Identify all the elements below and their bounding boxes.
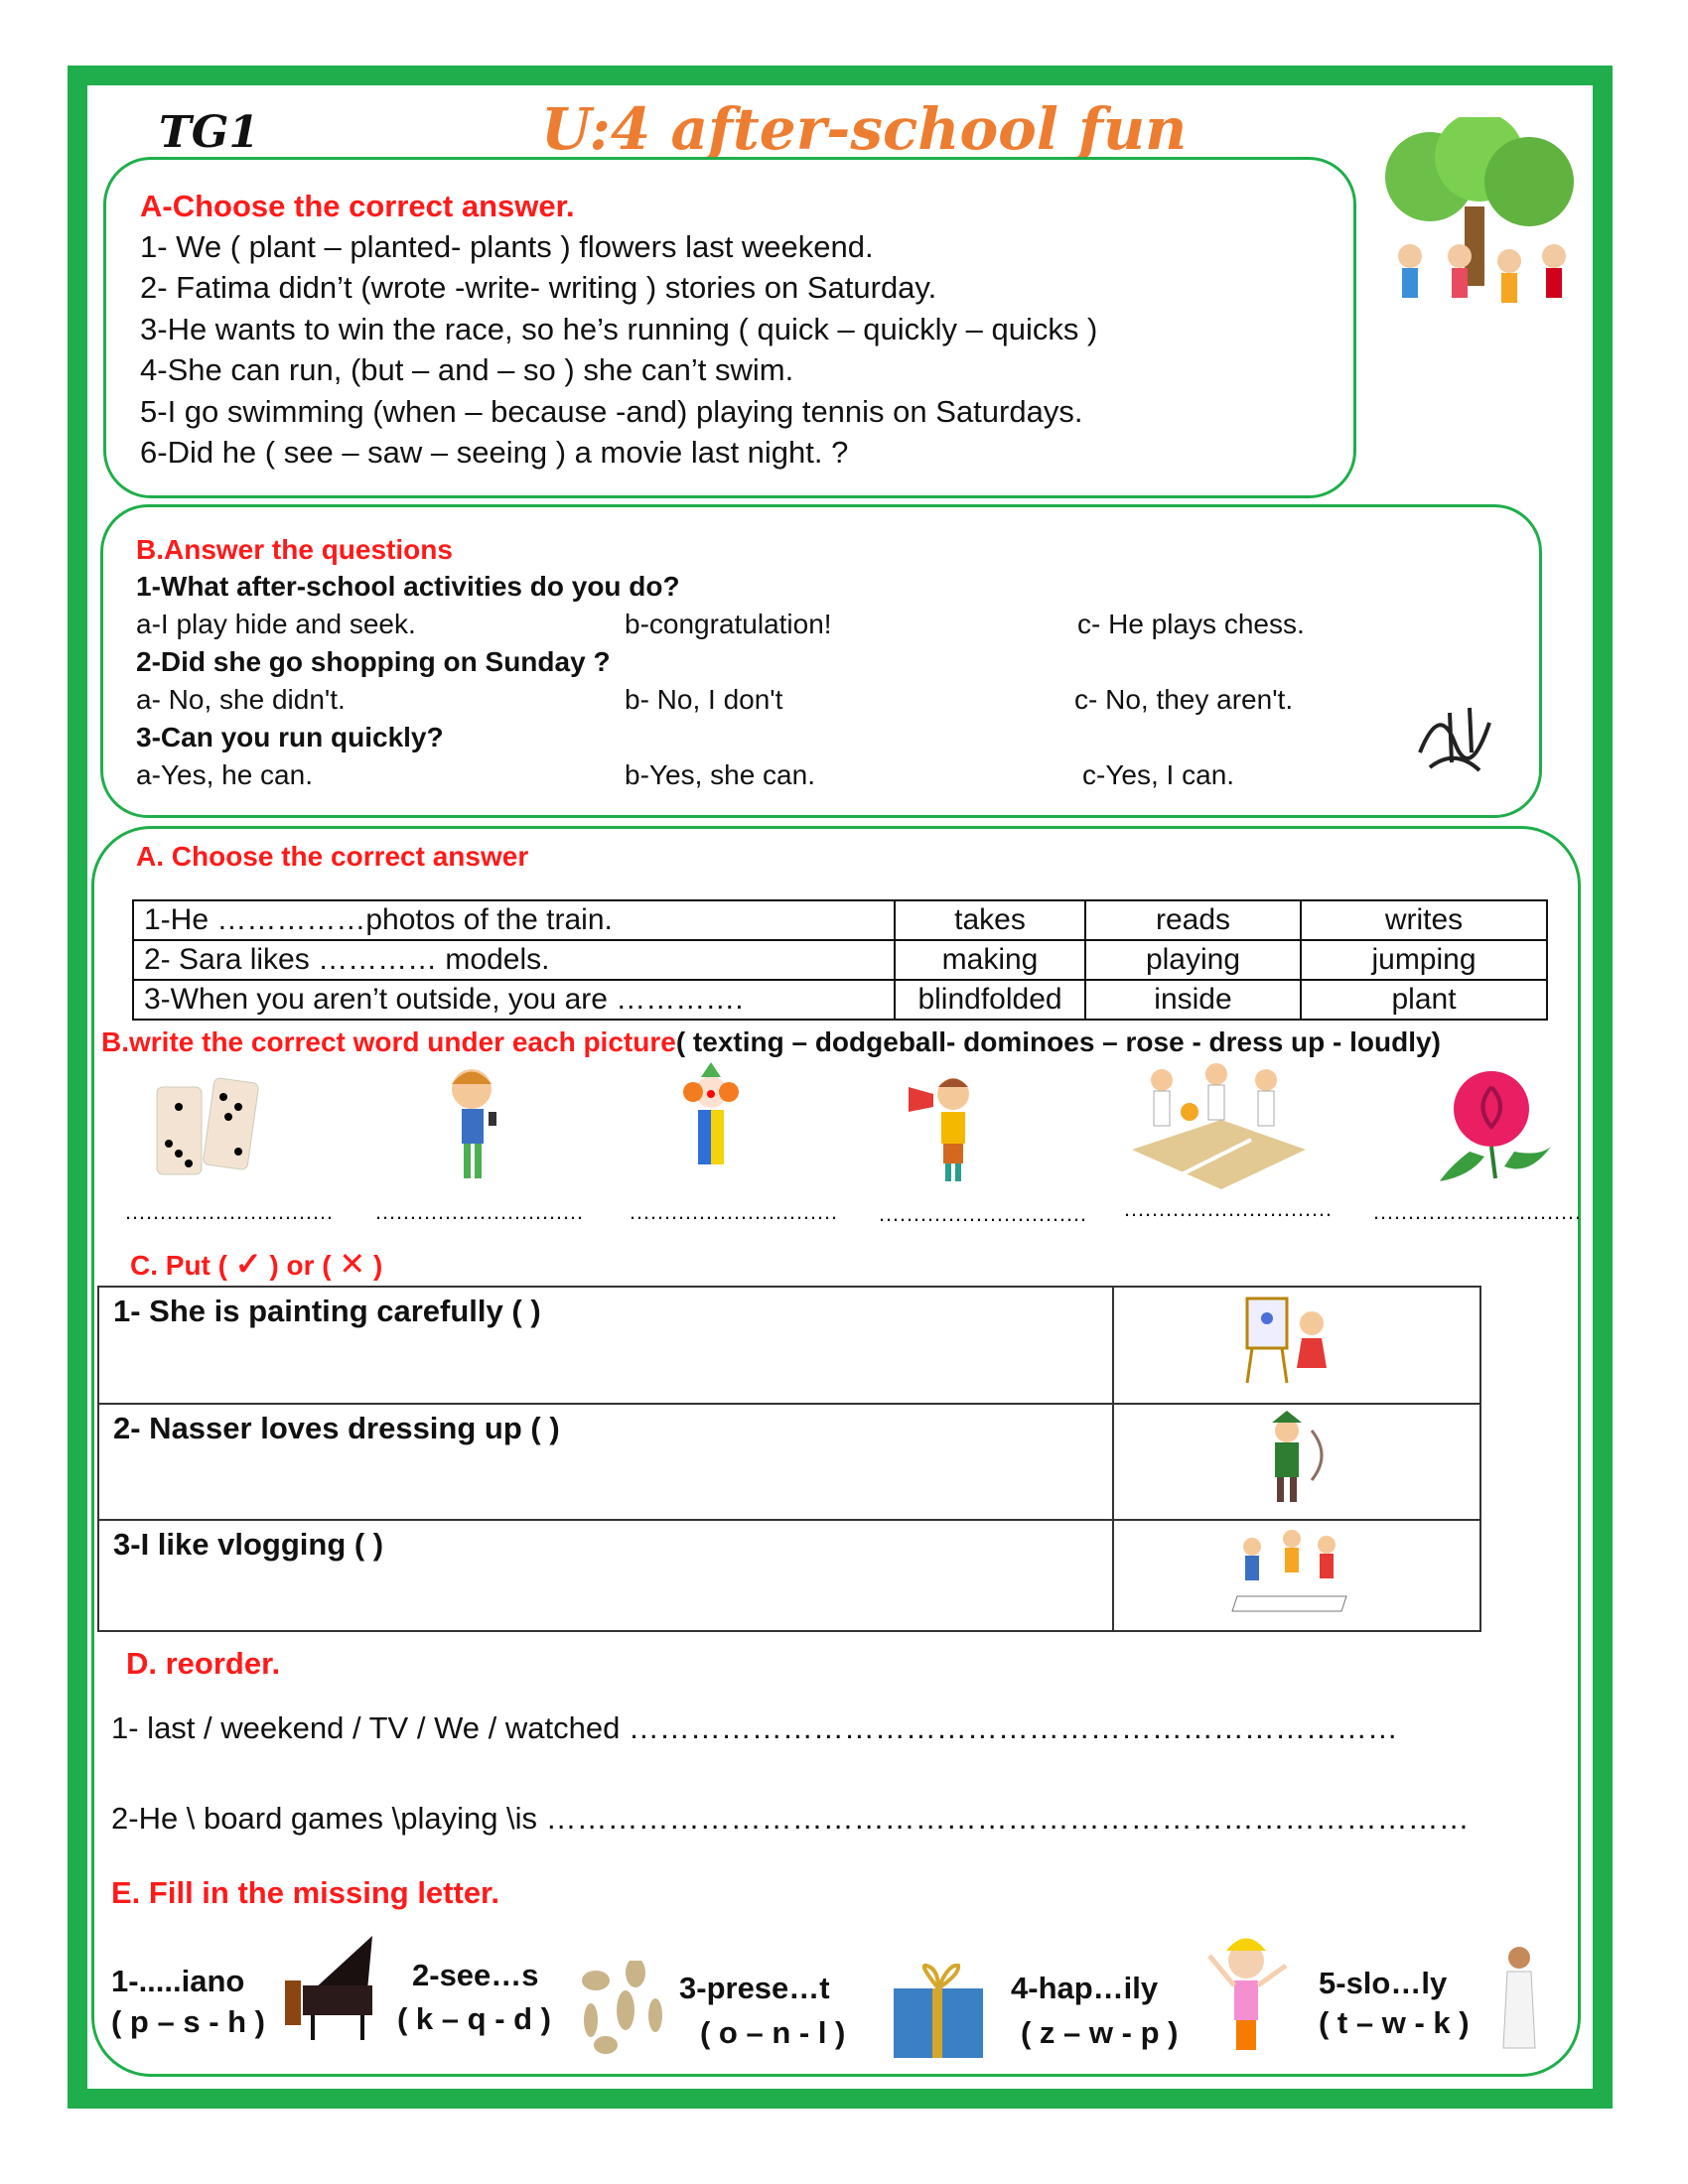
rose-picture: [1430, 1067, 1554, 1181]
question: 1-What after-school activities do you do?: [136, 571, 680, 602]
page-title: U:4 after-school fun: [541, 95, 1188, 163]
option: writes: [1301, 900, 1547, 940]
option-b: b-congratulation!: [625, 609, 832, 639]
question-item: 3-He wants to win the race, so he’s running ( quick – quickly – quicks ): [140, 312, 1098, 346]
check-icon: ✓: [234, 1246, 262, 1282]
question: 2-Did she go shopping on Sunday ?: [136, 646, 611, 677]
question-item: 1- We ( plant – planted- plants ) flowers last weekend.: [140, 229, 874, 264]
picture-cell: [1113, 1520, 1480, 1631]
option-a: a- No, she didn't.: [136, 684, 346, 715]
cross-icon: ✕: [339, 1246, 366, 1282]
kids-hopscotch-picture: [1227, 1527, 1356, 1616]
option-b: b- No, I don't: [625, 684, 783, 715]
fill-heading: E. Fill in the missing letter.: [111, 1875, 500, 1910]
gift-box-picture: [889, 1964, 988, 2063]
option: inside: [1085, 980, 1301, 1020]
answer-blank[interactable]: …………………………: [1123, 1196, 1332, 1221]
dodgeball-picture: [1132, 1060, 1306, 1189]
option-b: b-Yes, she can.: [625, 759, 815, 790]
piano-picture: [283, 1931, 377, 2045]
option: plant: [1301, 980, 1547, 1020]
fill-word: 4-hap…ily: [1011, 1971, 1159, 2005]
option: playing: [1085, 940, 1301, 980]
fill-options: ( o – n - l ): [700, 2015, 846, 2050]
picture-cell: [1113, 1287, 1480, 1404]
option: jumping: [1301, 940, 1547, 980]
tick-heading-text: ) or (: [269, 1250, 332, 1281]
option-a: a-Yes, he can.: [136, 759, 313, 790]
answer-blank[interactable]: …………………………: [124, 1199, 333, 1224]
option: blindfolded: [895, 980, 1085, 1020]
option: takes: [895, 900, 1085, 940]
question: 3-Can you run quickly?: [136, 722, 444, 752]
choose-heading: A. Choose the correct answer: [136, 841, 529, 872]
fill-word: 2-see…s: [412, 1958, 539, 1992]
statement[interactable]: 2- Nasser loves dressing up ( ): [98, 1404, 1113, 1520]
section-a-heading: A-Choose the correct answer.: [140, 189, 575, 223]
worksheet-code: TG1: [159, 107, 259, 158]
table-row: [133, 980, 1547, 1020]
table-row: [133, 900, 1547, 940]
reorder-heading: D. reorder.: [126, 1646, 281, 1681]
picture-cell: [1113, 1404, 1480, 1520]
calligraphy-emblem: [1410, 693, 1499, 782]
fill-options: ( z – w - p ): [1021, 2015, 1179, 2050]
tick-table: [97, 1286, 1481, 1632]
answer-blank[interactable]: …………………………: [629, 1199, 837, 1224]
option-c: c- He plays chess.: [1077, 609, 1305, 639]
table-row: [133, 940, 1547, 980]
answer-blank[interactable]: …………………………: [1372, 1199, 1581, 1224]
girl-painting-picture: [1242, 1294, 1341, 1388]
statement[interactable]: 1- She is painting carefully ( ): [98, 1287, 1113, 1404]
table-row: [98, 1287, 1480, 1404]
tree-kids-picture: [1370, 117, 1584, 321]
fill-word: 1-.....iano: [111, 1964, 245, 1998]
tick-heading-text: ): [372, 1250, 383, 1281]
option: reads: [1085, 900, 1301, 940]
sentence: 2- Sara likes ………… models.: [133, 940, 895, 980]
reorder-item[interactable]: 2-He \ board games \playing \is ………………………………………………………………………………: [111, 1801, 1470, 1836]
reorder-item[interactable]: 1- last / weekend / TV / We / watched …………………………………………………………………: [111, 1710, 1398, 1745]
tick-heading-text: C. Put (: [130, 1250, 227, 1281]
option-c: c-Yes, I can.: [1082, 759, 1235, 790]
question-item: 4-She can run, (but – and – so ) she can’t swim.: [140, 352, 794, 387]
option: making: [895, 940, 1085, 980]
boy-texting-picture: [437, 1064, 516, 1183]
fill-word: 5-slo…ly: [1319, 1966, 1448, 2000]
answer-blank[interactable]: …………………………: [878, 1201, 1086, 1226]
pictures-heading: [101, 1026, 1441, 1058]
fill-word: 3-prese…t: [679, 1971, 830, 2005]
statement[interactable]: 3-I like vlogging ( ): [98, 1520, 1113, 1631]
seeds-picture: [576, 1961, 670, 2055]
section-b-heading: B.Answer the questions: [136, 534, 453, 565]
question-item: 6-Did he ( see – saw – seeing ) a movie last night. ?: [140, 435, 849, 470]
answer-blank[interactable]: …………………………: [374, 1199, 583, 1224]
fill-options: ( p – s - h ): [111, 2004, 265, 2039]
table-row: [98, 1520, 1480, 1631]
sentence: 3-When you aren’t outside, you are ………….: [133, 980, 895, 1020]
dominoes-picture: [149, 1072, 268, 1181]
sentence: 1-He ……………photos of the train.: [133, 900, 895, 940]
pictures-heading-label: B.write the correct word under each picture: [101, 1026, 676, 1057]
archer-costume-picture: [1257, 1411, 1336, 1505]
happy-girl-picture: [1201, 1926, 1296, 2065]
boy-megaphone-loudly-picture: [899, 1072, 988, 1183]
option-c: c- No, they aren't.: [1074, 684, 1294, 715]
fill-options: ( t – w - k ): [1319, 2005, 1470, 2040]
fill-options: ( k – q - d ): [397, 2001, 551, 2036]
question-item: 5-I go swimming (when – because -and) playing tennis on Saturdays.: [140, 394, 1083, 429]
question-item: 2- Fatima didn’t (wrote -write- writing ) stories on Saturday.: [140, 270, 937, 305]
tick-heading: [130, 1245, 382, 1283]
clown-dress-up-picture: [671, 1062, 751, 1186]
table-row: [98, 1404, 1480, 1520]
word-bank: ( texting – dodgeball- dominoes – rose - dress up - loudly): [675, 1026, 1441, 1057]
choose-table: [132, 899, 1548, 1021]
boy-walking-slowly-picture: [1489, 1944, 1549, 2053]
option-a: a-I play hide and seek.: [136, 609, 416, 639]
